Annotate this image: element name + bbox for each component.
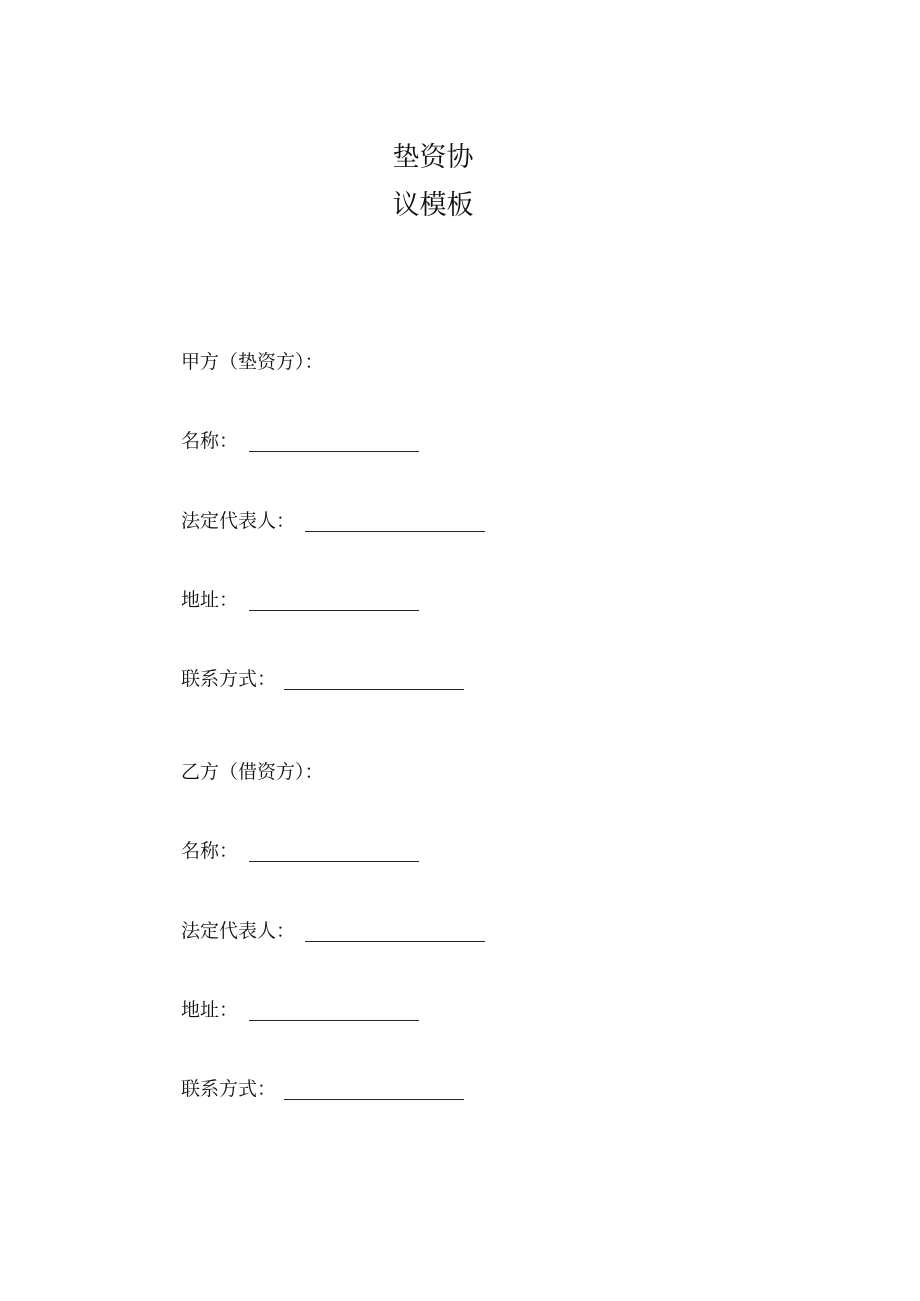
- party-a-name-label: 名称：: [181, 430, 239, 452]
- party-b-heading: 乙方（借资方）：: [181, 761, 324, 783]
- party-b-heading-row: [181, 759, 324, 785]
- party-a-name-blank: [249, 451, 419, 452]
- document-title-line-2: 议模板: [392, 190, 474, 221]
- party-a-heading: 甲方（垫资方）：: [181, 351, 324, 373]
- party-a-heading-row: [181, 349, 324, 375]
- party-a-address-label: 地址：: [181, 589, 239, 611]
- party-b-contact-blank: [284, 1099, 464, 1100]
- party-a-address-row: [181, 587, 419, 613]
- party-b-address-blank: [249, 1020, 419, 1021]
- document-title-line-1: 垫资协: [392, 142, 474, 173]
- party-a-legal-rep-blank: [305, 531, 485, 532]
- party-a-name-row: [181, 428, 419, 454]
- party-a-contact-blank: [284, 689, 464, 690]
- party-b-contact-label: 联系方式：: [181, 1078, 277, 1100]
- party-b-name-row: [181, 838, 419, 864]
- party-b-legal-rep-label: 法定代表人：: [181, 920, 296, 942]
- party-a-legal-rep-label: 法定代表人：: [181, 510, 296, 532]
- party-b-legal-rep-blank: [305, 941, 485, 942]
- party-b-contact-row: [181, 1076, 464, 1102]
- party-a-contact-row: [181, 666, 464, 692]
- party-b-address-label: 地址：: [181, 999, 239, 1021]
- party-a-contact-label: 联系方式：: [181, 668, 277, 690]
- party-b-name-blank: [249, 861, 419, 862]
- party-b-legal-rep-row: [181, 918, 485, 944]
- party-a-address-blank: [249, 610, 419, 611]
- party-b-name-label: 名称：: [181, 840, 239, 862]
- party-a-legal-rep-row: [181, 508, 485, 534]
- party-b-address-row: [181, 997, 419, 1023]
